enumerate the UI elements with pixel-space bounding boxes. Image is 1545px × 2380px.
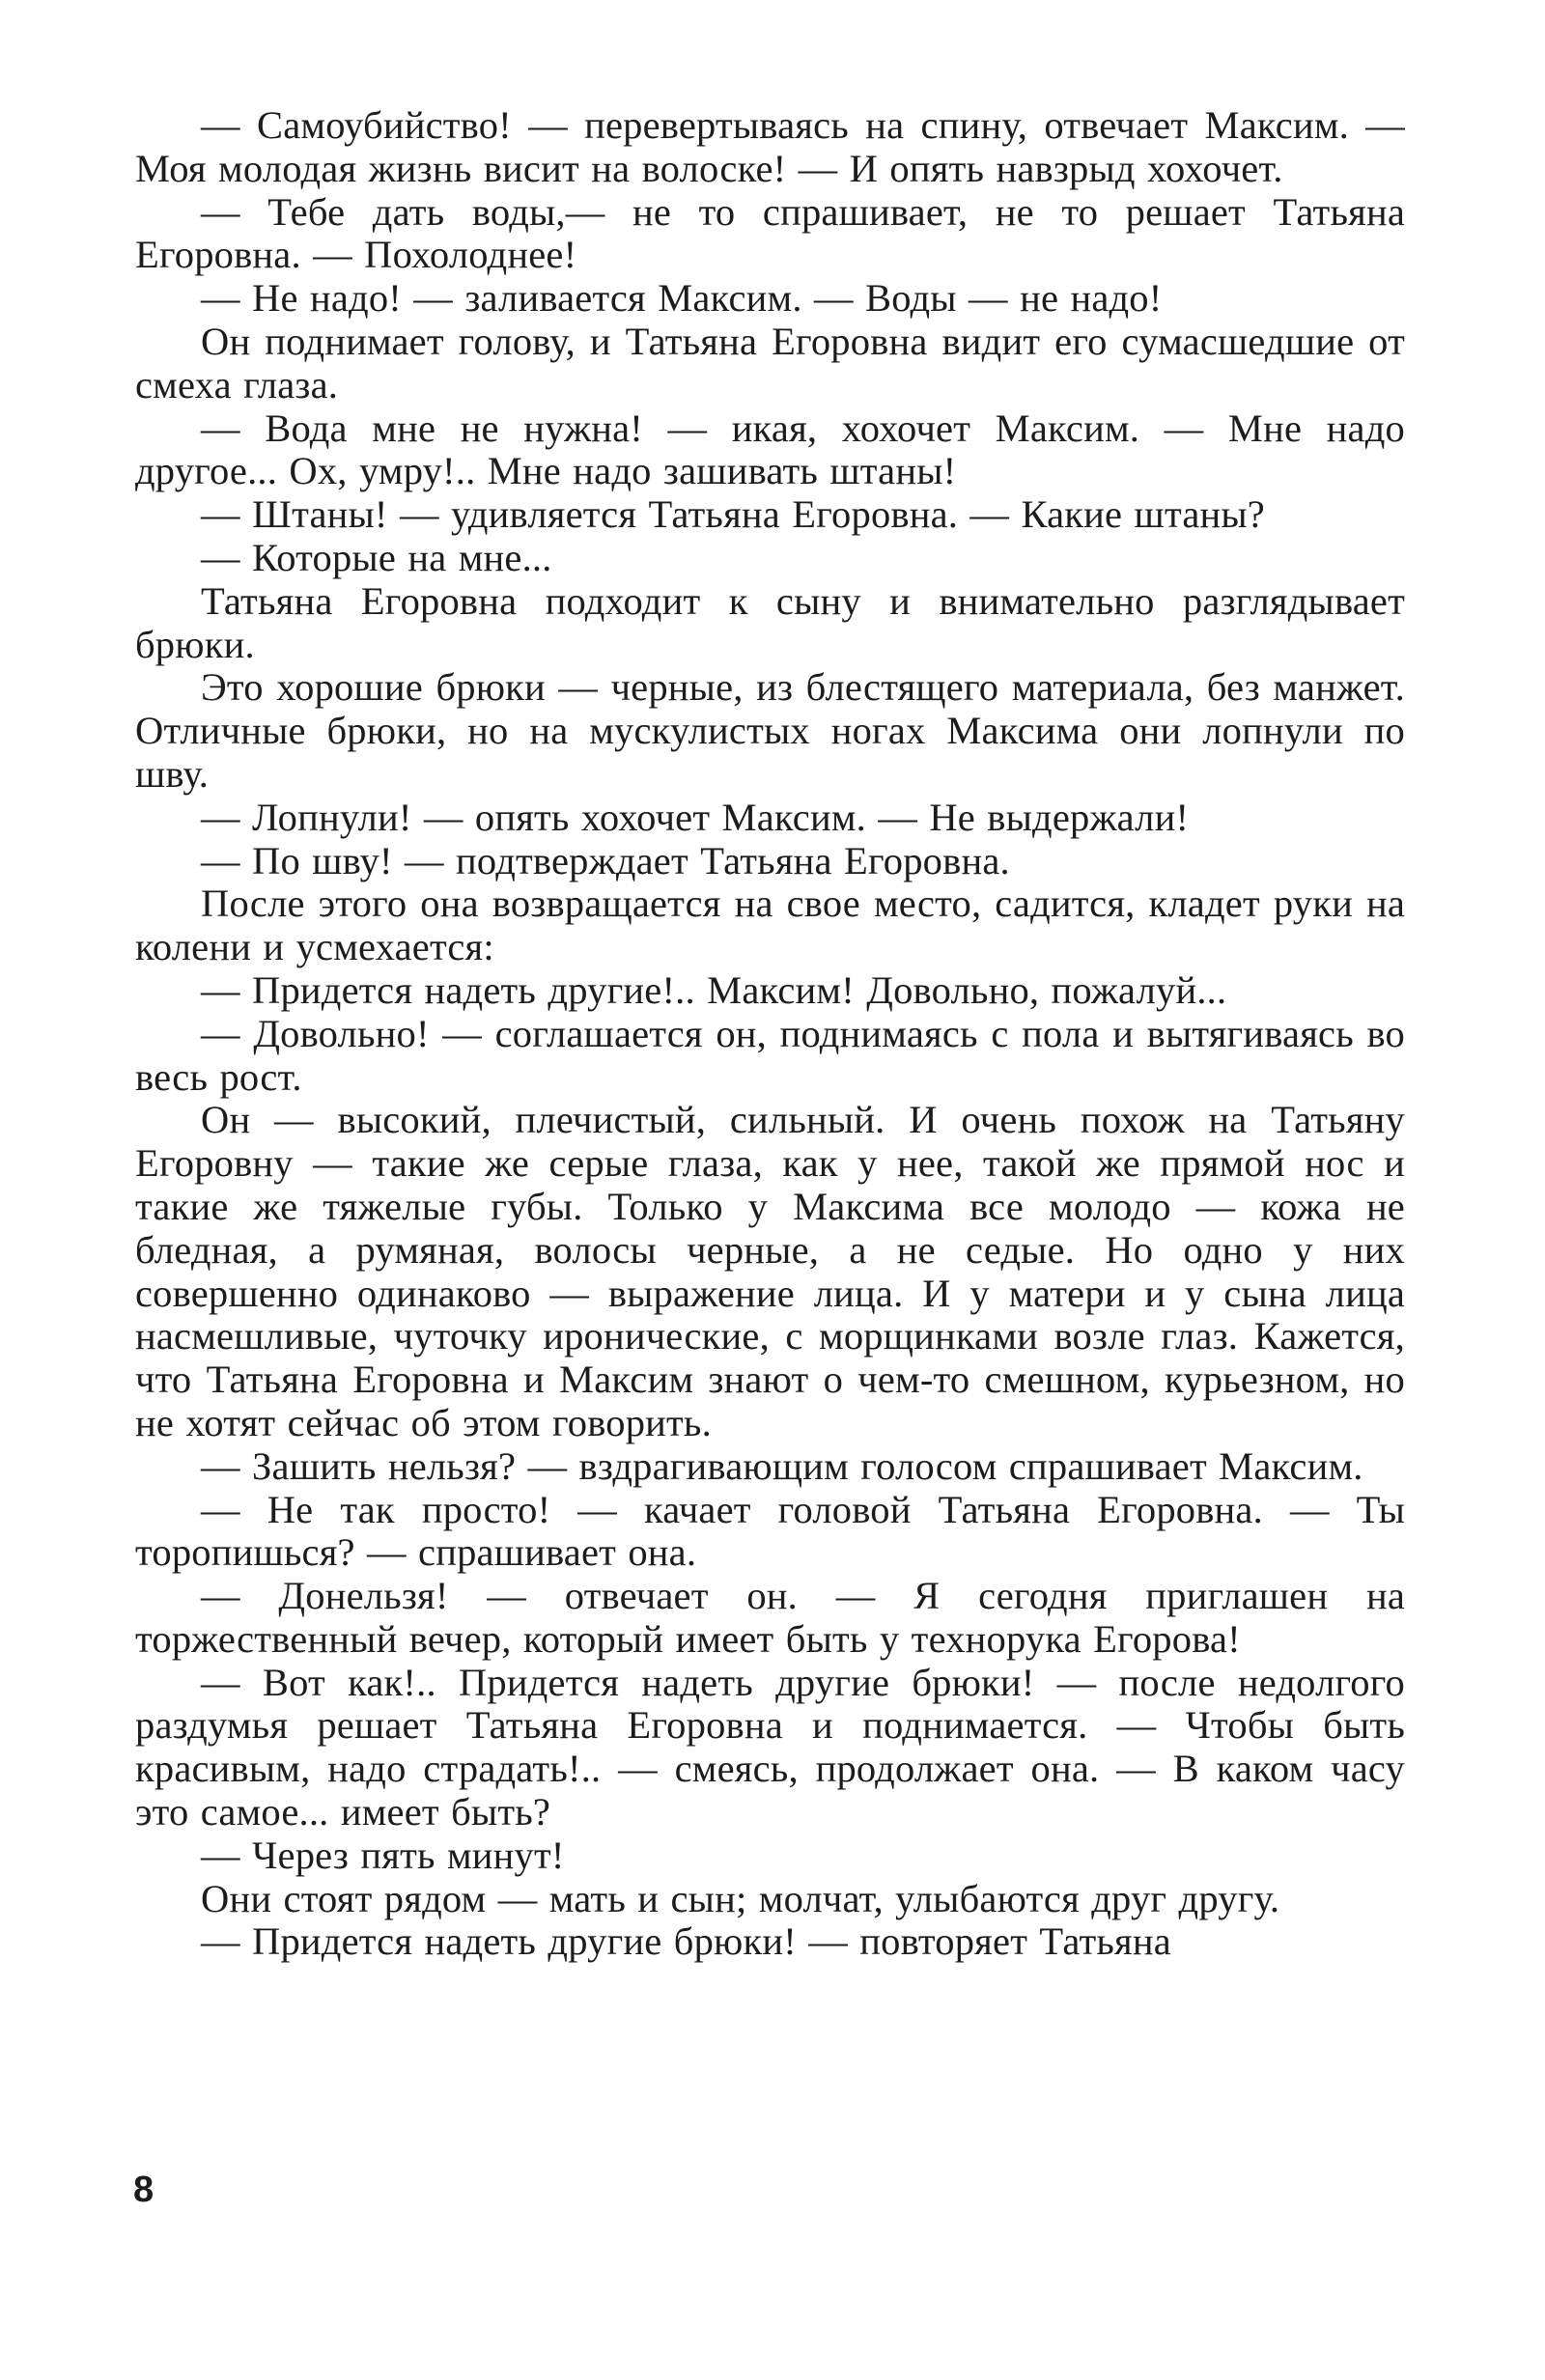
paragraph-11: — По шву! — подтверждает Татьяна Егоровна. (201, 838, 1010, 882)
paragraph-7: — Которые на мне... (201, 535, 552, 579)
paragraph-1: — Самоубийство! — перевертываясь на спину, отвечает Максим. — Моя молодая жизнь висит на волоске! — И опять навзрыд хохочет. (135, 103, 1405, 190)
paragraph-17: — Не так просто! — качает головой Татьяна Егоровна. — Ты торопишься? — спрашивает она. (135, 1487, 1405, 1575)
paragraph-9: Это хорошие брюки — черные, из блестящего материала, без манжет. Отличные брюки, но на мускулистых ногах Максима они лопнули по шву. (135, 665, 1405, 796)
paragraph-12: После этого она возвращается на свое место, садится, кладет руки на колени и усмехается: (135, 882, 1405, 969)
paragraph-16: — Зашить нельзя? — вздрагивающим голосом спрашивает Максим. (201, 1443, 1363, 1488)
paragraph-8: Татьяна Егоровна подходит к сыну и внимательно разглядывает брюки. (135, 578, 1405, 666)
paragraph-5: — Вода мне не нужна! — икая, хохочет Максим. — Мне надо другое... Ох, умру!.. Мне надо зашивать штаны! (135, 406, 1405, 493)
paragraph-21: Они стоят рядом — мать и сын; молчат, улыбаются друг другу. (201, 1876, 1280, 1920)
paragraph-10: — Лопнули! — опять хохочет Максим. — Не выдержали! (201, 795, 1190, 839)
paragraph-20: — Через пять минут! (201, 1833, 565, 1877)
paragraph-4: Он поднимает голову, и Татьяна Егоровна видит его сумасшедшие от смеха глаза. (135, 319, 1405, 406)
page-body (135, 104, 1405, 1964)
paragraph-2: — Тебе дать воды,— не то спрашивает, не то решает Татьяна Егоровна. — Похолоднее! (135, 189, 1405, 277)
paragraph-13: — Придется надеть другие!.. Максим! Довольно, пожалуй... (201, 967, 1227, 1012)
paragraph-22: — Придется надеть другие брюки! — повторяет Татьяна (201, 1919, 1171, 1964)
paragraph-18: — Донельзя! — отвечает он. — Я сегодня приглашен на торжественный вечер, который имеет быть у технорука Егорова! (135, 1574, 1405, 1661)
paragraph-19: — Вот как!.. Придется надеть другие брюки! — после недолгого раздумья решает Татьяна Егоровна и поднимается. — Чтобы быть красивым, надо страдать!.. — смеясь, продолжает она. — В каком часу это самое... имеет быть? (135, 1660, 1405, 1834)
paragraph-15: Он — высокий, плечистый, сильный. И очень похож на Татьяну Егоровну — такие же серые глаза, как у нее, такой же прямой нос и такие же тяжелые губы. Только у Максима все молодо — кожа не бледная, а румяная, волосы черные, а не седые. Но одно у них совершенно одинаково — выражение лица. И у матери и у сына лица насмешливые, чуточку иронические, с морщинками возле глаз. Кажется, что Татьяна Егоровна и Максим знают о чем-то смешном, курьезном, но не хотят сейчас об этом говорить. (135, 1098, 1405, 1444)
paragraph-14: — Довольно! — соглашается он, поднимаясь с пола и вытягиваясь во весь рост. (135, 1011, 1405, 1099)
paragraph-3: — Не надо! — заливается Максим. — Воды — не надо! (201, 276, 1163, 321)
page-number: 8 (133, 2170, 154, 2210)
paragraph-6: — Штаны! — удивляется Татьяна Егоровна. — Какие штаны? (201, 492, 1265, 537)
